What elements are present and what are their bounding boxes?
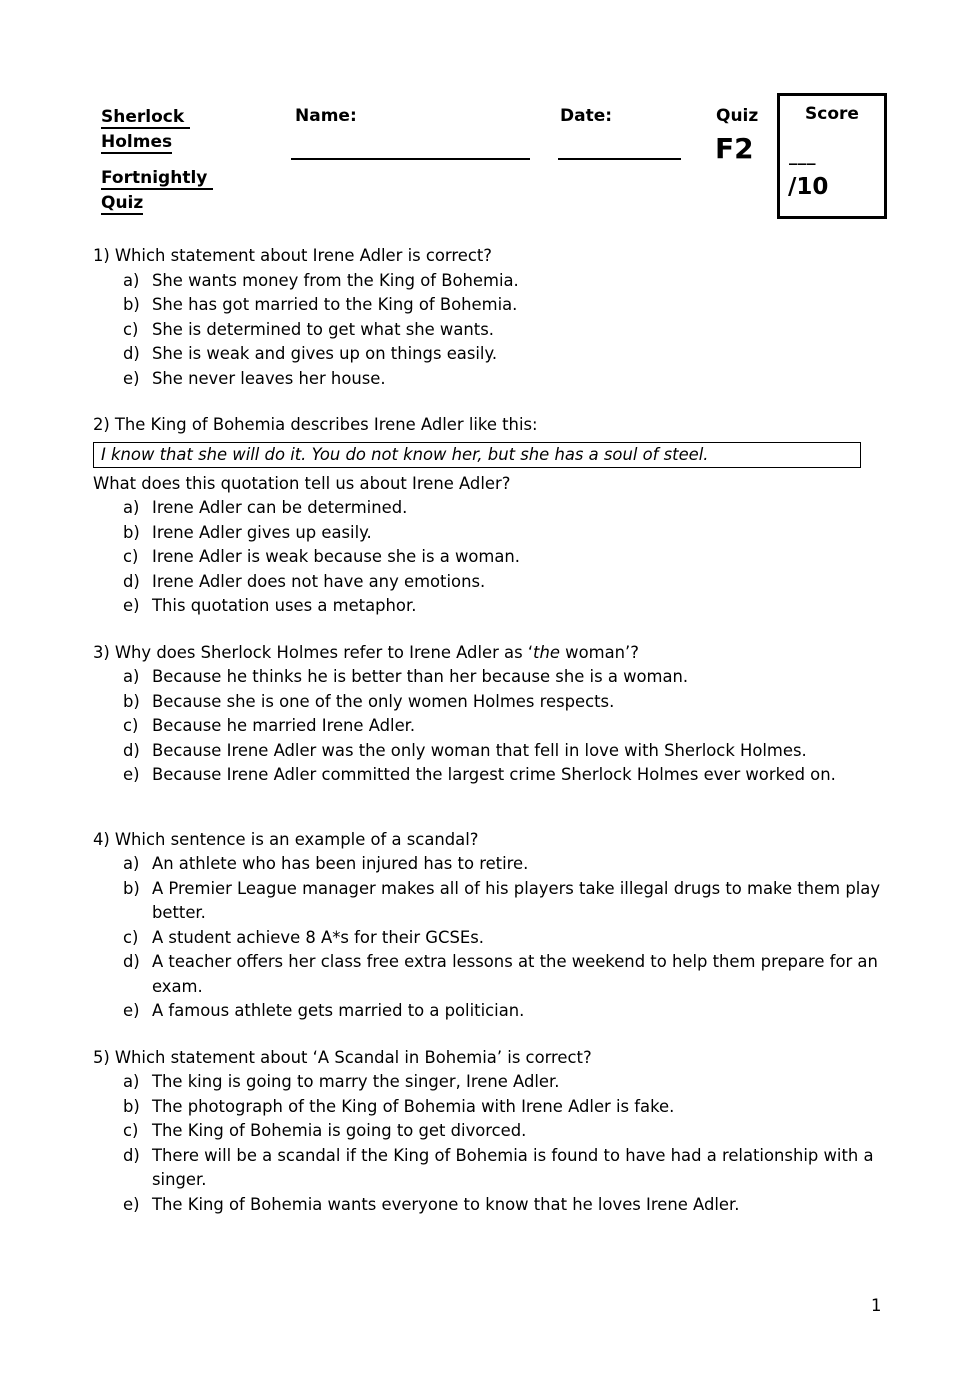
question-2-option-d bbox=[93, 570, 888, 595]
question-4-title bbox=[93, 828, 888, 853]
option-label: d) bbox=[123, 740, 140, 760]
option-label: b) bbox=[123, 522, 140, 542]
question-5-option-c bbox=[93, 1119, 888, 1144]
question-2-option-a bbox=[93, 496, 888, 521]
question-4-option-a bbox=[93, 852, 888, 877]
option-label: c) bbox=[123, 927, 139, 947]
document-title-line1: Sherlock bbox=[101, 107, 190, 129]
option-label: c) bbox=[123, 1121, 139, 1140]
option-text: The photograph of the King of Bohemia with Irene Adler is fake. bbox=[152, 1096, 675, 1116]
question-3-option-d bbox=[93, 739, 888, 764]
option-label: c) bbox=[123, 319, 139, 339]
question-2 bbox=[93, 413, 888, 619]
option-label: e) bbox=[123, 596, 140, 615]
option-label: b) bbox=[123, 878, 140, 898]
option-label: a) bbox=[123, 1072, 140, 1091]
question-2-followup: What does this quotation tell us about Irene Adler? bbox=[93, 473, 511, 493]
document-title bbox=[101, 105, 190, 154]
question-text: Why does Sherlock Holmes refer to Irene Adler as ‘ bbox=[114, 642, 534, 662]
option-text: Because he married Irene Adler. bbox=[152, 716, 416, 735]
question-5-number: 5) bbox=[93, 1047, 110, 1067]
score-blank: ___ bbox=[789, 146, 816, 166]
option-label: b) bbox=[123, 1096, 140, 1116]
option-text: The King of Bohemia is going to get divorced. bbox=[152, 1121, 527, 1140]
option-text: Irene Adler is weak because she is a woman. bbox=[152, 547, 521, 566]
option-label: a) bbox=[123, 854, 140, 873]
score-total: /10 bbox=[788, 174, 829, 200]
question-2-option-b bbox=[93, 521, 888, 546]
option-label: c) bbox=[123, 716, 139, 735]
document-subtitle-line1: Fortnightly bbox=[101, 168, 213, 190]
question-1 bbox=[93, 244, 888, 391]
option-label: e) bbox=[123, 765, 140, 784]
option-label: a) bbox=[123, 270, 140, 290]
question-5-title bbox=[93, 1046, 888, 1071]
option-label: c) bbox=[123, 547, 139, 566]
option-text: She is determined to get what she wants. bbox=[152, 319, 494, 339]
question-2-option-c bbox=[93, 545, 888, 570]
option-label: d) bbox=[123, 344, 140, 363]
question-5-option-e bbox=[93, 1193, 888, 1218]
quiz-code: F2 bbox=[715, 132, 754, 165]
document-subtitle-line2: Quiz bbox=[101, 192, 144, 213]
question-1-option-d bbox=[93, 342, 888, 367]
question-3-option-c bbox=[93, 714, 888, 739]
question-5 bbox=[93, 1046, 888, 1218]
option-text: An athlete who has been injured has to retire. bbox=[152, 854, 529, 873]
option-label: d) bbox=[123, 1145, 140, 1165]
question-5-option-a bbox=[93, 1070, 888, 1095]
question-text: The King of Bohemia describes Irene Adler like this: bbox=[114, 415, 538, 434]
name-blank-line bbox=[291, 158, 530, 160]
question-3-option-b bbox=[93, 690, 888, 715]
option-text: She has got married to the King of Bohemia. bbox=[152, 295, 518, 314]
question-4-option-c bbox=[93, 926, 888, 951]
option-text: Because Irene Adler committed the largest crime Sherlock Holmes ever worked on. bbox=[152, 765, 836, 784]
option-text: The King of Bohemia wants everyone to know that he loves Irene Adler. bbox=[152, 1194, 740, 1214]
question-2-quote: I know that she will do it. You do not know her, but she has a soul of steel. bbox=[93, 442, 861, 468]
question-text: Which statement about Irene Adler is correct? bbox=[114, 246, 492, 265]
option-text: Irene Adler gives up easily. bbox=[152, 522, 372, 542]
option-text: This quotation uses a metaphor. bbox=[152, 596, 417, 615]
option-text: She wants money from the King of Bohemia. bbox=[152, 270, 519, 290]
question-3-title bbox=[93, 641, 888, 666]
option-label: b) bbox=[123, 295, 140, 314]
question-2-title bbox=[93, 413, 888, 438]
date-label: Date: bbox=[560, 106, 613, 126]
question-3 bbox=[93, 641, 888, 788]
question-4-number: 4) bbox=[93, 829, 110, 849]
option-label: e) bbox=[123, 1001, 140, 1020]
question-1-option-b bbox=[93, 293, 888, 318]
question-3-option-a bbox=[93, 665, 888, 690]
option-text: A teacher offers her class free extra lessons at the weekend to help them prepare for an exam. bbox=[152, 952, 878, 996]
document-title-line2: Holmes bbox=[101, 131, 173, 152]
question-3-option-e bbox=[93, 763, 888, 788]
option-label: b) bbox=[123, 691, 140, 711]
option-text: Because Irene Adler was the only woman that fell in love with Sherlock Holmes. bbox=[152, 740, 807, 760]
option-text: Irene Adler does not have any emotions. bbox=[152, 571, 486, 591]
option-label: e) bbox=[123, 368, 140, 388]
option-label: e) bbox=[123, 1194, 140, 1214]
option-label: a) bbox=[123, 498, 140, 517]
option-label: d) bbox=[123, 571, 140, 591]
option-text: There will be a scandal if the King of Bohemia is found to have had a relationship with a singer. bbox=[152, 1145, 874, 1189]
document-subtitle bbox=[101, 166, 213, 215]
option-text: Irene Adler can be determined. bbox=[152, 498, 408, 517]
question-1-title bbox=[93, 244, 888, 269]
score-label: Score bbox=[805, 104, 859, 124]
option-text: Because he thinks he is better than her because she is a woman. bbox=[152, 667, 689, 686]
option-text: A Premier League manager makes all of his players take illegal drugs to make them play better. bbox=[152, 878, 881, 922]
question-4-option-b bbox=[93, 877, 888, 926]
option-text: Because she is one of the only women Holmes respects. bbox=[152, 691, 615, 711]
question-text: Which sentence is an example of a scandal? bbox=[114, 829, 479, 849]
name-label: Name: bbox=[295, 106, 357, 126]
question-1-option-a bbox=[93, 269, 888, 294]
option-label: a) bbox=[123, 667, 140, 686]
question-1-option-e bbox=[93, 367, 888, 392]
date-blank-line bbox=[558, 158, 681, 160]
question-1-number: 1) bbox=[93, 246, 110, 265]
option-text: She never leaves her house. bbox=[152, 368, 386, 388]
question-1-option-c bbox=[93, 318, 888, 343]
option-label: d) bbox=[123, 952, 140, 971]
question-2-number: 2) bbox=[93, 415, 110, 434]
question-text: Which statement about ‘A Scandal in Bohemia’ is correct? bbox=[114, 1047, 592, 1067]
page-number: 1 bbox=[871, 1296, 882, 1315]
quiz-label: Quiz bbox=[716, 106, 759, 126]
question-4 bbox=[93, 828, 888, 1024]
question-5-option-b bbox=[93, 1095, 888, 1120]
question-4-option-e bbox=[93, 999, 888, 1024]
question-text-italic: the bbox=[533, 642, 560, 662]
question-5-option-d bbox=[93, 1144, 888, 1193]
option-text: A student achieve 8 A*s for their GCSEs. bbox=[152, 927, 484, 947]
question-2-option-e bbox=[93, 594, 888, 619]
option-text: The king is going to marry the singer, Irene Adler. bbox=[152, 1072, 560, 1091]
question-text: woman’? bbox=[559, 642, 639, 662]
option-text: A famous athlete gets married to a politician. bbox=[152, 1001, 525, 1020]
question-4-option-d bbox=[93, 950, 888, 999]
questions-area bbox=[93, 244, 888, 1217]
question-3-number: 3) bbox=[93, 642, 110, 662]
score-box bbox=[777, 93, 887, 219]
option-text: She is weak and gives up on things easily. bbox=[152, 344, 498, 363]
